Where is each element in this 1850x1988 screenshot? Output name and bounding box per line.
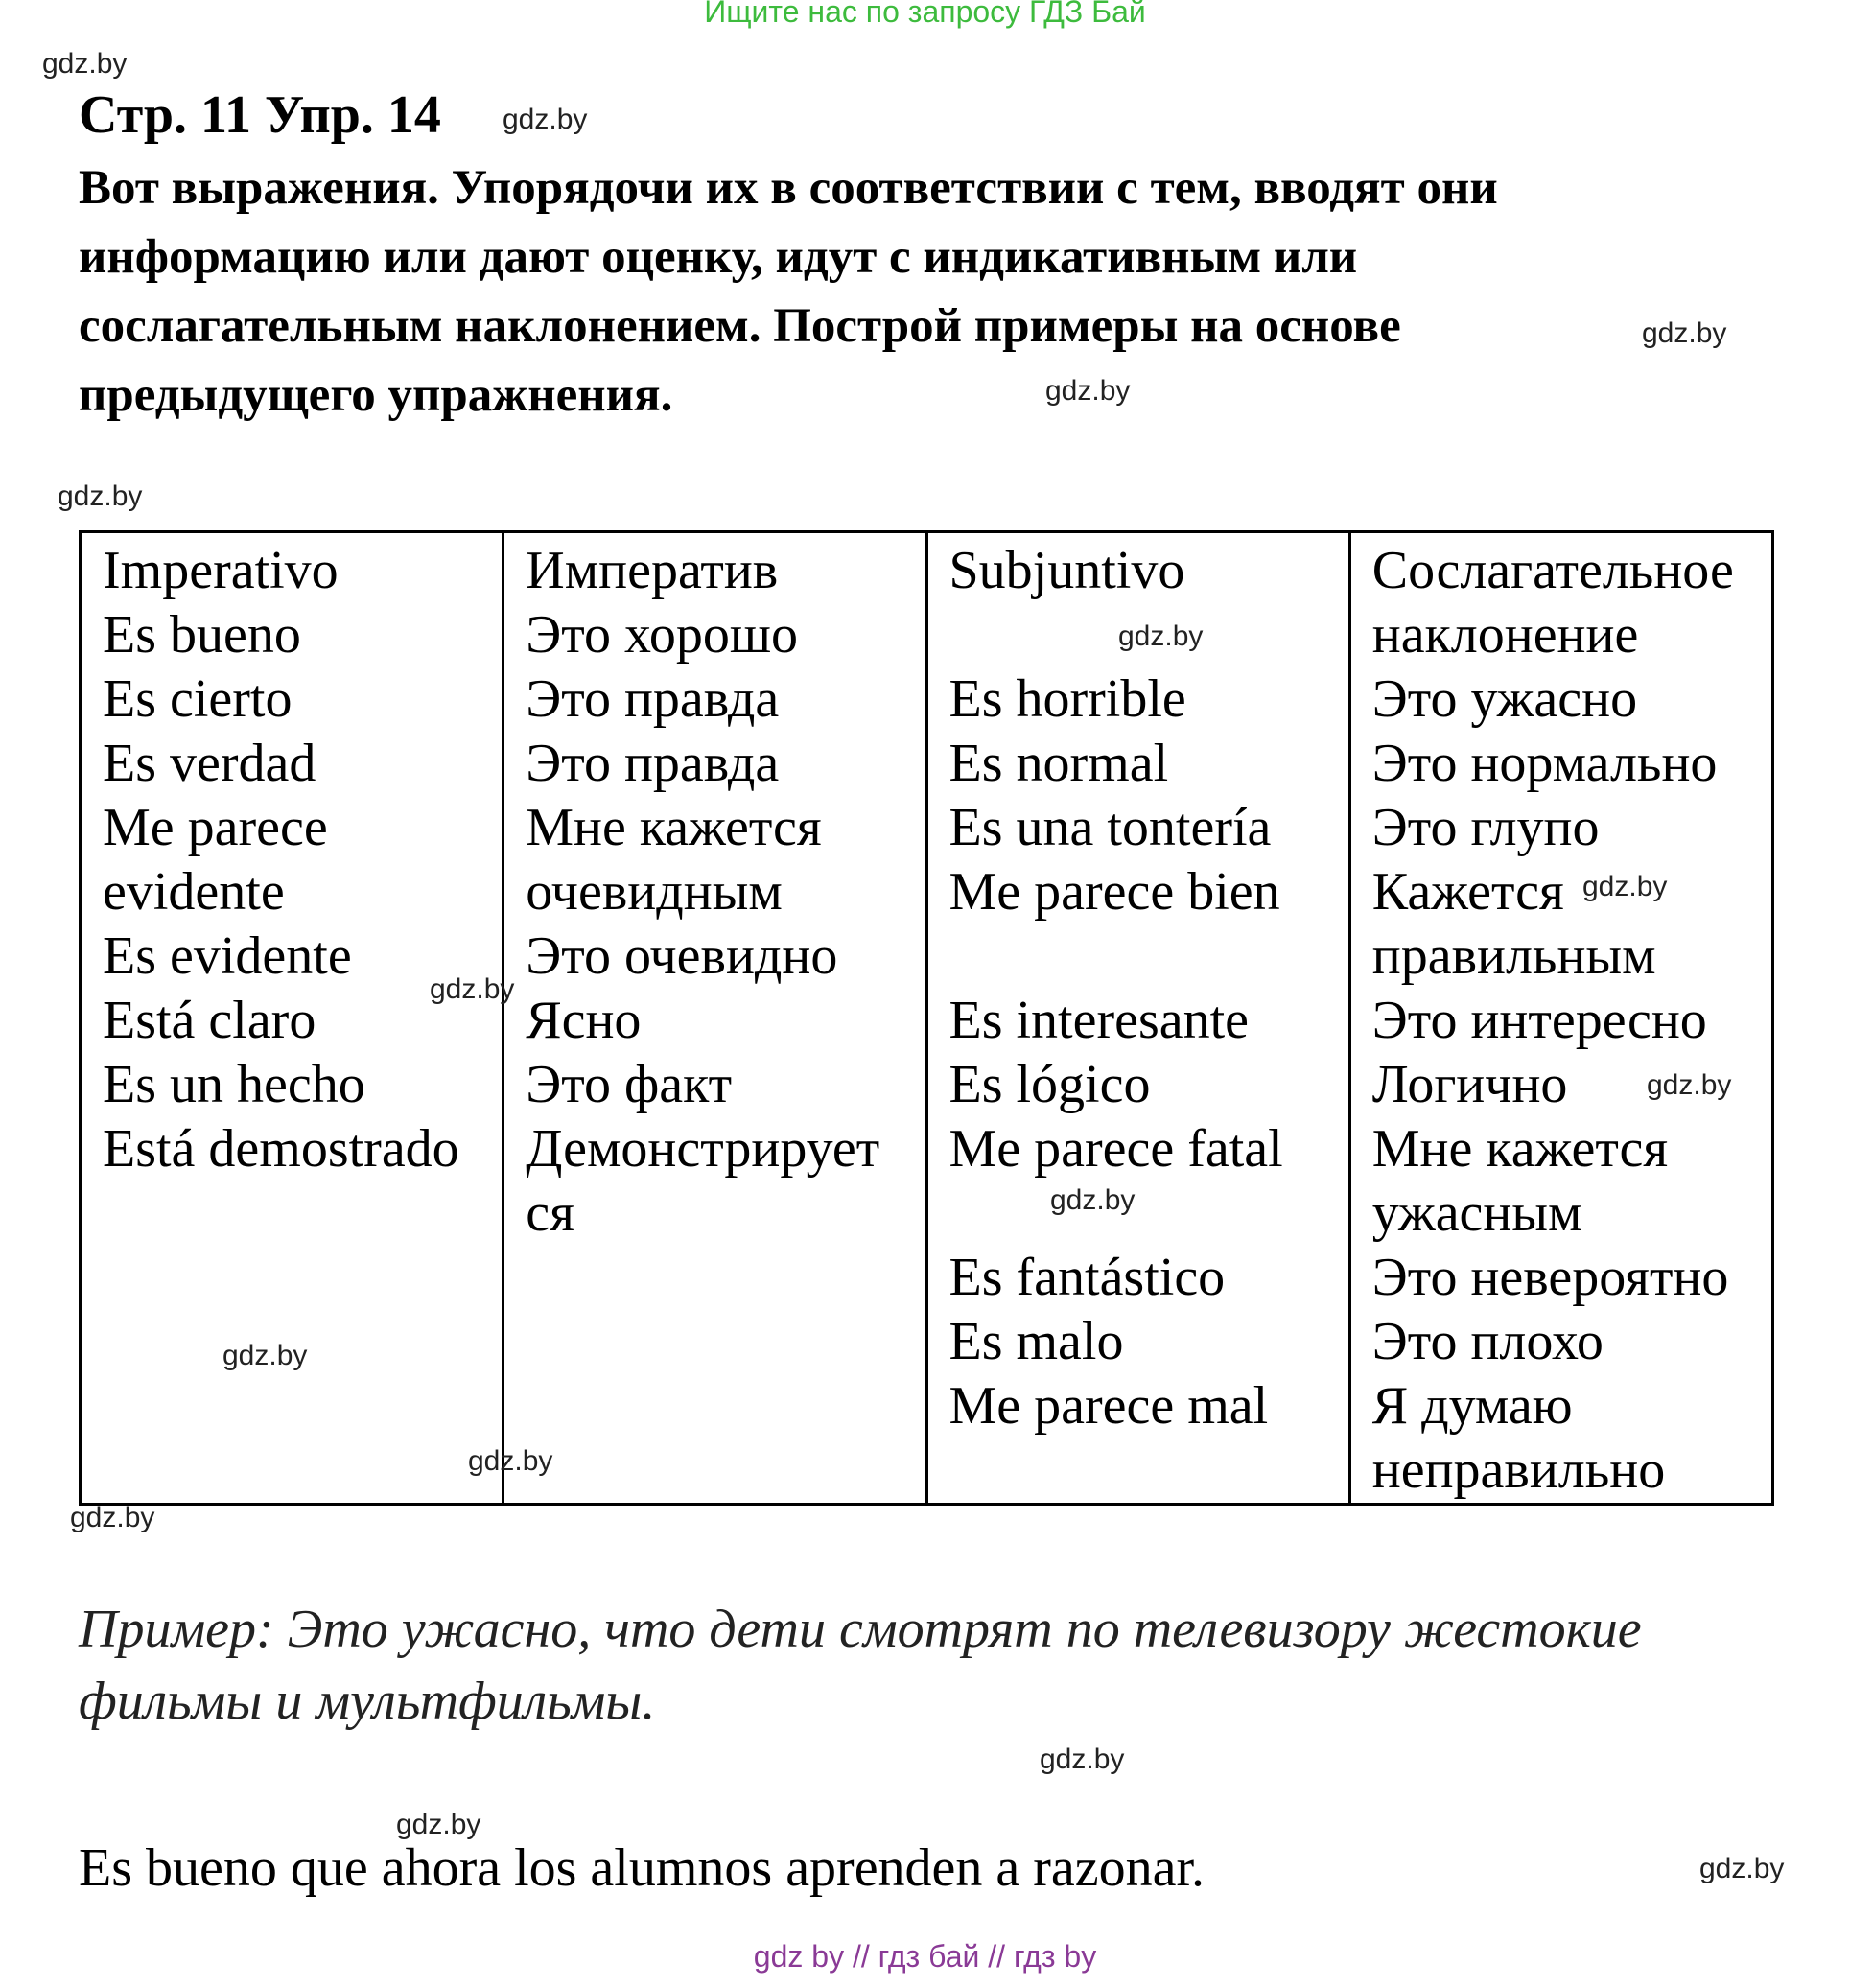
task-line: Вот выражения. Упорядочи их в соответствии с тем, вводят они bbox=[79, 161, 1498, 215]
watermark: gdz.by bbox=[430, 973, 515, 1005]
cell-text: Мне кажется bbox=[1371, 1119, 1669, 1179]
cell-text: Es lógico bbox=[948, 1055, 1151, 1114]
cell-text bbox=[949, 1181, 1348, 1246]
cell-text: Это плохо bbox=[1371, 1312, 1604, 1371]
cell-text: Логично bbox=[1371, 1055, 1568, 1114]
expressions-table bbox=[79, 530, 1774, 1506]
cell-text: Кажется bbox=[1371, 862, 1564, 922]
task-line: информацию или дают оценку, идут с индикативным или bbox=[79, 230, 1358, 284]
cell-text: Это интересно bbox=[1371, 991, 1707, 1050]
cell-text bbox=[949, 924, 1348, 989]
cell-text: наклонение bbox=[1371, 605, 1639, 665]
watermark: gdz.by bbox=[1040, 1743, 1125, 1775]
example-sentence: Es bueno que ahora los alumnos aprenden a razonar. bbox=[79, 1838, 1206, 1898]
cell-text: Это правда bbox=[526, 669, 780, 729]
cell-text: Es horrible bbox=[948, 669, 1186, 729]
cell-text: Subjuntivo bbox=[948, 541, 1185, 600]
cell-text: Es interesante bbox=[948, 991, 1250, 1050]
cell-text: Это факт bbox=[526, 1055, 733, 1114]
cell-text: правильным bbox=[1371, 926, 1656, 986]
cell-text: Демонстрирует bbox=[526, 1119, 880, 1179]
watermark: gdz.by bbox=[1699, 1853, 1785, 1884]
cell-text: Это нормально bbox=[1371, 734, 1718, 793]
cell-text: Me parece fatal bbox=[948, 1119, 1283, 1179]
example-line: Пример: Это ужасно, что дети смотрят по телевизору жестокие bbox=[79, 1600, 1642, 1659]
cell-text: очевидным bbox=[526, 862, 783, 922]
column-subjuntivo bbox=[926, 532, 1349, 1505]
task-line: предыдущего упражнения. bbox=[79, 368, 673, 422]
task-line: сослагательным наклонением. Построй примеры на основе bbox=[79, 299, 1401, 353]
example-line: фильмы и мультфильмы. bbox=[79, 1672, 656, 1731]
example-text bbox=[79, 1594, 1642, 1738]
watermark: gdz.by bbox=[1118, 620, 1204, 652]
cell-text: Es un hecho bbox=[103, 1055, 365, 1114]
cell-text: Es evidente bbox=[103, 926, 352, 986]
cell-text: Это ужасно bbox=[1371, 669, 1638, 729]
cell-text: Это очевидно bbox=[526, 926, 838, 986]
cell-text: неправильно bbox=[1371, 1440, 1666, 1500]
top-banner[interactable]: Ищите нас по запросу ГДЗ Бай bbox=[704, 0, 1146, 29]
cell-text: Me parece mal bbox=[948, 1376, 1269, 1436]
watermark: gdz.by bbox=[1647, 1069, 1732, 1101]
watermark: gdz.by bbox=[1582, 871, 1668, 902]
cell-text: ся bbox=[526, 1183, 574, 1243]
cell-text: Es fantástico bbox=[948, 1248, 1226, 1307]
cell-text: Es cierto bbox=[103, 669, 293, 729]
cell-text: evidente bbox=[103, 862, 285, 922]
cell-text: Это хорошо bbox=[526, 605, 798, 665]
cell-text: Сослагательное bbox=[1371, 541, 1734, 600]
cell-text: Está demostrado bbox=[103, 1119, 459, 1179]
cell-text: Es normal bbox=[948, 734, 1169, 793]
cell-text: Ясно bbox=[526, 991, 642, 1050]
watermark: gdz.by bbox=[42, 48, 128, 80]
watermark: gdz.by bbox=[1642, 317, 1727, 349]
cell-text: Es bueno bbox=[103, 605, 301, 665]
watermark: gdz.by bbox=[468, 1445, 553, 1477]
cell-text: Me parece bbox=[103, 798, 328, 857]
task-text bbox=[79, 153, 1728, 430]
column-imperativ-ru bbox=[503, 532, 926, 1505]
cell-text: Это невероятно bbox=[1371, 1248, 1729, 1307]
cell-text: ужасным bbox=[1371, 1183, 1582, 1243]
watermark: gdz.by bbox=[70, 1502, 155, 1533]
watermark: gdz.by bbox=[1045, 375, 1131, 407]
cell-text: Es malo bbox=[948, 1312, 1124, 1371]
watermark: gdz.by bbox=[396, 1809, 481, 1840]
watermark: gdz.by bbox=[503, 104, 588, 135]
cell-text: Императив bbox=[526, 541, 779, 600]
cell-text: Мне кажется bbox=[526, 798, 822, 857]
watermark: gdz.by bbox=[1050, 1184, 1136, 1216]
column-soslagatelnoe bbox=[1349, 532, 1772, 1505]
cell-text: Это глупо bbox=[1371, 798, 1600, 857]
cell-text: Me parece bien bbox=[948, 862, 1280, 922]
cell-text: Это правда bbox=[526, 734, 780, 793]
cell-text: Es una tontería bbox=[948, 798, 1272, 857]
cell-text: Я думаю bbox=[1371, 1376, 1573, 1436]
page-title: Стр. 11 Упр. 14 bbox=[79, 85, 441, 145]
cell-text: Está claro bbox=[103, 991, 316, 1050]
watermark: gdz.by bbox=[222, 1340, 308, 1371]
watermark: gdz.by bbox=[58, 480, 143, 512]
footer-links[interactable]: gdz by // гдз бай // гдз by bbox=[753, 1939, 1097, 1974]
cell-text: Imperativo bbox=[103, 541, 339, 600]
cell-text: Es verdad bbox=[103, 734, 316, 793]
